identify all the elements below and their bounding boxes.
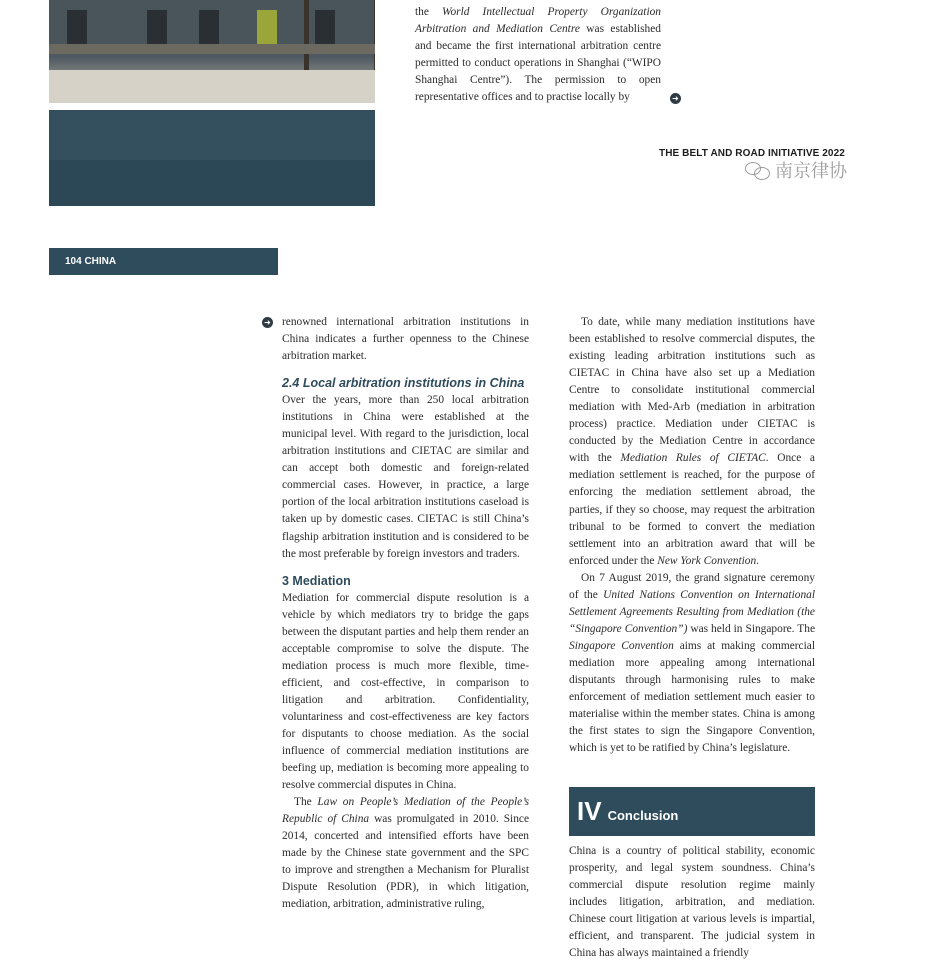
building-photo: [49, 0, 375, 103]
decorative-band-top: [49, 110, 375, 160]
continue-arrow-icon: ➜: [670, 93, 681, 104]
top-text-column: [415, 4, 661, 106]
heading-local-arbitration: 2.4 Local arbitration institutions in China: [282, 376, 525, 391]
text-column-left: [282, 314, 529, 914]
mediation-centre-paragraph: To date, while many mediation institutions have been established to resolve commercial disputes, the existing leading arbitration institutions such as CIETAC in China have also set up a Mediation Centre to consolidate institutional commercial mediation with Med-Arb (mediation in arbitration process) practice. Mediation under CIETAC is conducted by the Mediation Centre in accordance with the Mediation Rules of CIETAC. Once a mediation settlement is reached, for the purpose of enforcing the mediation settlement abroad, the parties, if they so choose, may request the arbitration tribunal to be formed to convert the mediation settlement into an arbitration award that will be enforced under the New York Convention.: [569, 316, 815, 567]
section-title: Conclusion: [607, 808, 679, 823]
mediation-paragraph: Mediation for commercial dispute resolution is a vehicle by which mediators try to bridge the gaps between the disputant parties and help them render an acceptable compromise to solve the dispute. The mediation process is much more flexible, time-efficient, and cost-effective, in comparison to litigation and arbitration. Confidentiality, voluntariness and cost-effectiveness are key factors for disputants to choose mediation. As the social influence of commercial mediation institutions are beefing up, mediation is becoming more appealing to resolve commercial disputes in China.: [282, 591, 529, 792]
wechat-icon: [745, 160, 771, 180]
text-column-right: [569, 314, 815, 757]
watermark: [745, 157, 847, 183]
intro-paragraph: renowned international arbitration institutions in China indicates a further openness to the Chinese arbitration market.: [282, 316, 529, 363]
conclusion-text: [569, 843, 815, 962]
page-number-bar: 104 CHINA: [49, 248, 278, 275]
top-paragraph: the World Intellectual Property Organization Arbitration and Mediation Centre was established and became the first international arbitration centre permitted to conduct operations in Shanghai (“WIPO Shanghai Centre”). The permission to open representative offices and to practise locally by: [415, 6, 661, 103]
local-arbitration-paragraph: Over the years, more than 250 local arbitration institutions in China were established at the municipal level. With regard to the jurisdiction, local arbitration institutions and CIETAC are similar and can accept both domestic and foreign-related commercial cases. However, in practice, a large portion of the local arbitration institutions caseload is taken up by domestic cases. CIETAC is still China’s flagship arbitration institution and is considered to be the most preferable by foreign investors and traders.: [282, 394, 529, 560]
running-header: THE BELT AND ROAD INITIATIVE 2022: [659, 148, 845, 159]
singapore-convention-paragraph: On 7 August 2019, the grand signature ceremony of the United Nations Convention on International Settlement Agreements Resulting from Mediation (the “Singapore Convention”) was held in Singapore. The Singapore Convention aims at making commercial mediation more appealing among international disputants through harmonising rules to make enforcement of mediation settlement much easier to materialise within the member states. China is among the first states to sign the Singapore Convention, which is yet to be ratified by China’s legislature.: [569, 571, 816, 755]
heading-mediation: 3 Mediation: [282, 573, 351, 588]
mediation-law-paragraph: The Law on People’s Mediation of the People’s Republic of China was promulgated in 2010. Since 2014, concerted and intensified efforts have been made by the Chinese state government and the SPC to improve and strengthen a Mechanism for Pluralist Dispute Resolution (PDR), in which litigation, mediation, arbitration, administrative ruling,: [282, 796, 530, 911]
conclusion-paragraph: China is a country of political stability, economic prosperity, and legal system soundness. China’s commercial dispute resolution regime mainly includes litigation, arbitration, and mediation. Chinese court litigation at various levels is impartial, efficient, and transparent. The judicial system in China has always maintained a friendly: [569, 845, 815, 960]
conclusion-heading: [569, 787, 815, 836]
continued-arrow-icon: ➜: [262, 317, 273, 328]
watermark-text: 南京律协: [775, 161, 847, 182]
decorative-band-bottom: [49, 160, 375, 206]
section-numeral: IV: [577, 796, 602, 826]
